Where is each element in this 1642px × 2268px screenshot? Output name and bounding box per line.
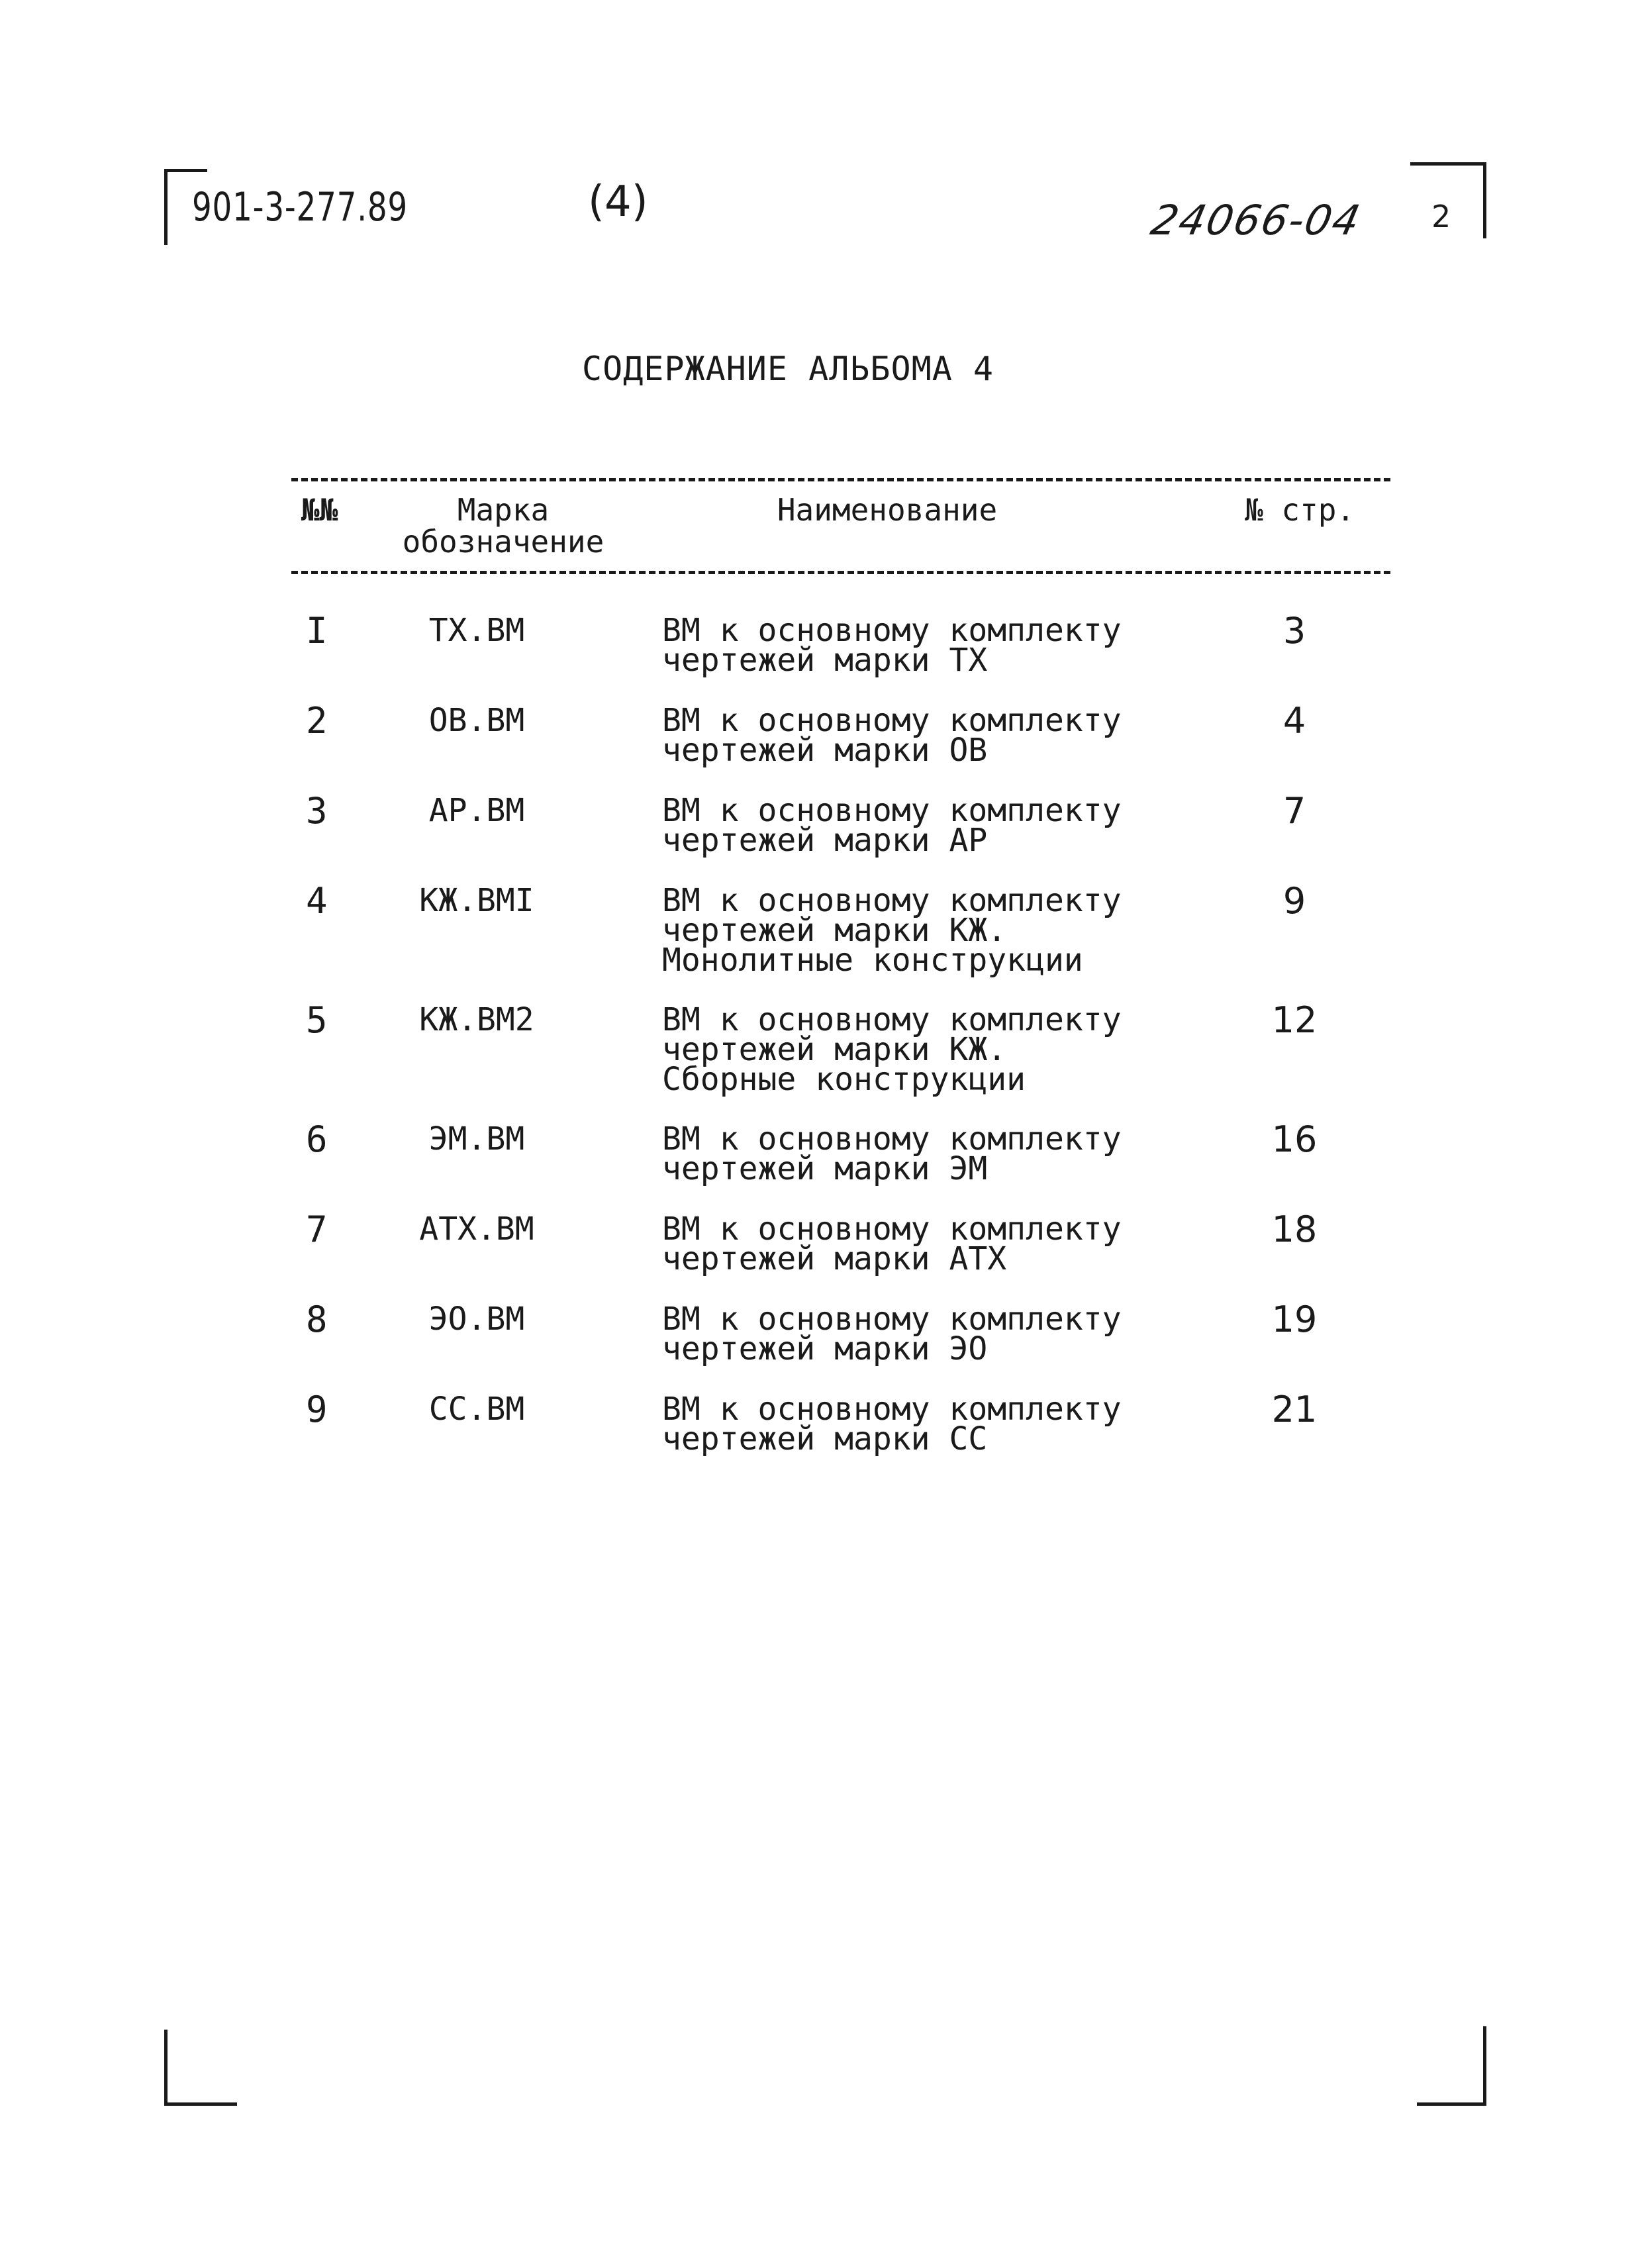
row-page: 21 — [1271, 1389, 1318, 1430]
row-mark: КЖ.ВМ2 — [419, 1001, 534, 1038]
archive-number: 24066-04 — [1147, 196, 1366, 244]
frame-corner-bottom-right — [1417, 2026, 1486, 2106]
table-rule-top — [291, 478, 1390, 481]
row-number: 4 — [306, 880, 328, 922]
table-rule-header — [291, 571, 1390, 574]
row-page: 12 — [1271, 999, 1318, 1041]
row-page: 7 — [1282, 790, 1306, 832]
row-mark: ОВ.ВМ — [428, 702, 525, 739]
row-page: 16 — [1271, 1118, 1318, 1160]
row-mark: АР.ВМ — [428, 792, 525, 829]
document-code: 901-3-277.89 — [192, 184, 408, 230]
row-page: 18 — [1271, 1208, 1318, 1250]
row-name: ВМ к основному комплекту чертежей марки ЭО — [662, 1301, 1122, 1367]
row-number: 8 — [306, 1299, 328, 1340]
column-header-mark: Марка обозначение — [402, 492, 604, 560]
page-title: СОДЕРЖАНИЕ АЛЬБОМА 4 — [581, 350, 994, 388]
row-mark: АТХ.ВМ — [419, 1210, 534, 1248]
row-number: 2 — [306, 700, 328, 742]
column-header-name: Наименование — [777, 492, 998, 528]
album-mark: (4) — [588, 177, 648, 226]
row-page: 19 — [1271, 1299, 1318, 1340]
row-number: I — [306, 610, 328, 652]
row-mark: СС.ВМ — [428, 1391, 525, 1428]
row-page: 9 — [1282, 880, 1306, 922]
row-name: ВМ к основному комплекту чертежей марки ОВ — [662, 702, 1122, 769]
row-number: 9 — [306, 1389, 328, 1430]
row-number: 7 — [306, 1208, 328, 1250]
row-name: ВМ к основному комплекту чертежей марки АТХ — [662, 1210, 1122, 1277]
row-name: ВМ к основному комплекту чертежей марки ЭМ — [662, 1120, 1122, 1187]
column-header-number: №№ — [301, 492, 338, 528]
row-number: 6 — [306, 1118, 328, 1160]
column-header-page: № стр. — [1245, 492, 1355, 528]
row-number: 5 — [306, 999, 328, 1041]
row-name: ВМ к основному комплекту чертежей марки КЖ. Сборные конструкции — [662, 1001, 1122, 1098]
row-mark: ТХ.ВМ — [428, 612, 525, 649]
row-name: ВМ к основному комплекту чертежей марки СС — [662, 1391, 1122, 1457]
row-name: ВМ к основному комплекту чертежей марки ТХ — [662, 612, 1122, 679]
row-number: 3 — [306, 790, 328, 832]
row-page: 3 — [1282, 610, 1306, 652]
row-mark: КЖ.ВМI — [419, 882, 534, 919]
page-number: 2 — [1431, 199, 1451, 234]
row-mark: ЭО.ВМ — [428, 1301, 525, 1338]
frame-corner-bottom-left — [164, 2030, 237, 2106]
row-name: ВМ к основному комплекту чертежей марки АР — [662, 792, 1122, 859]
row-mark: ЭМ.ВМ — [428, 1120, 525, 1158]
row-name: ВМ к основному комплекту чертежей марки КЖ. Монолитные конструкции — [662, 882, 1122, 979]
row-page: 4 — [1282, 700, 1306, 742]
